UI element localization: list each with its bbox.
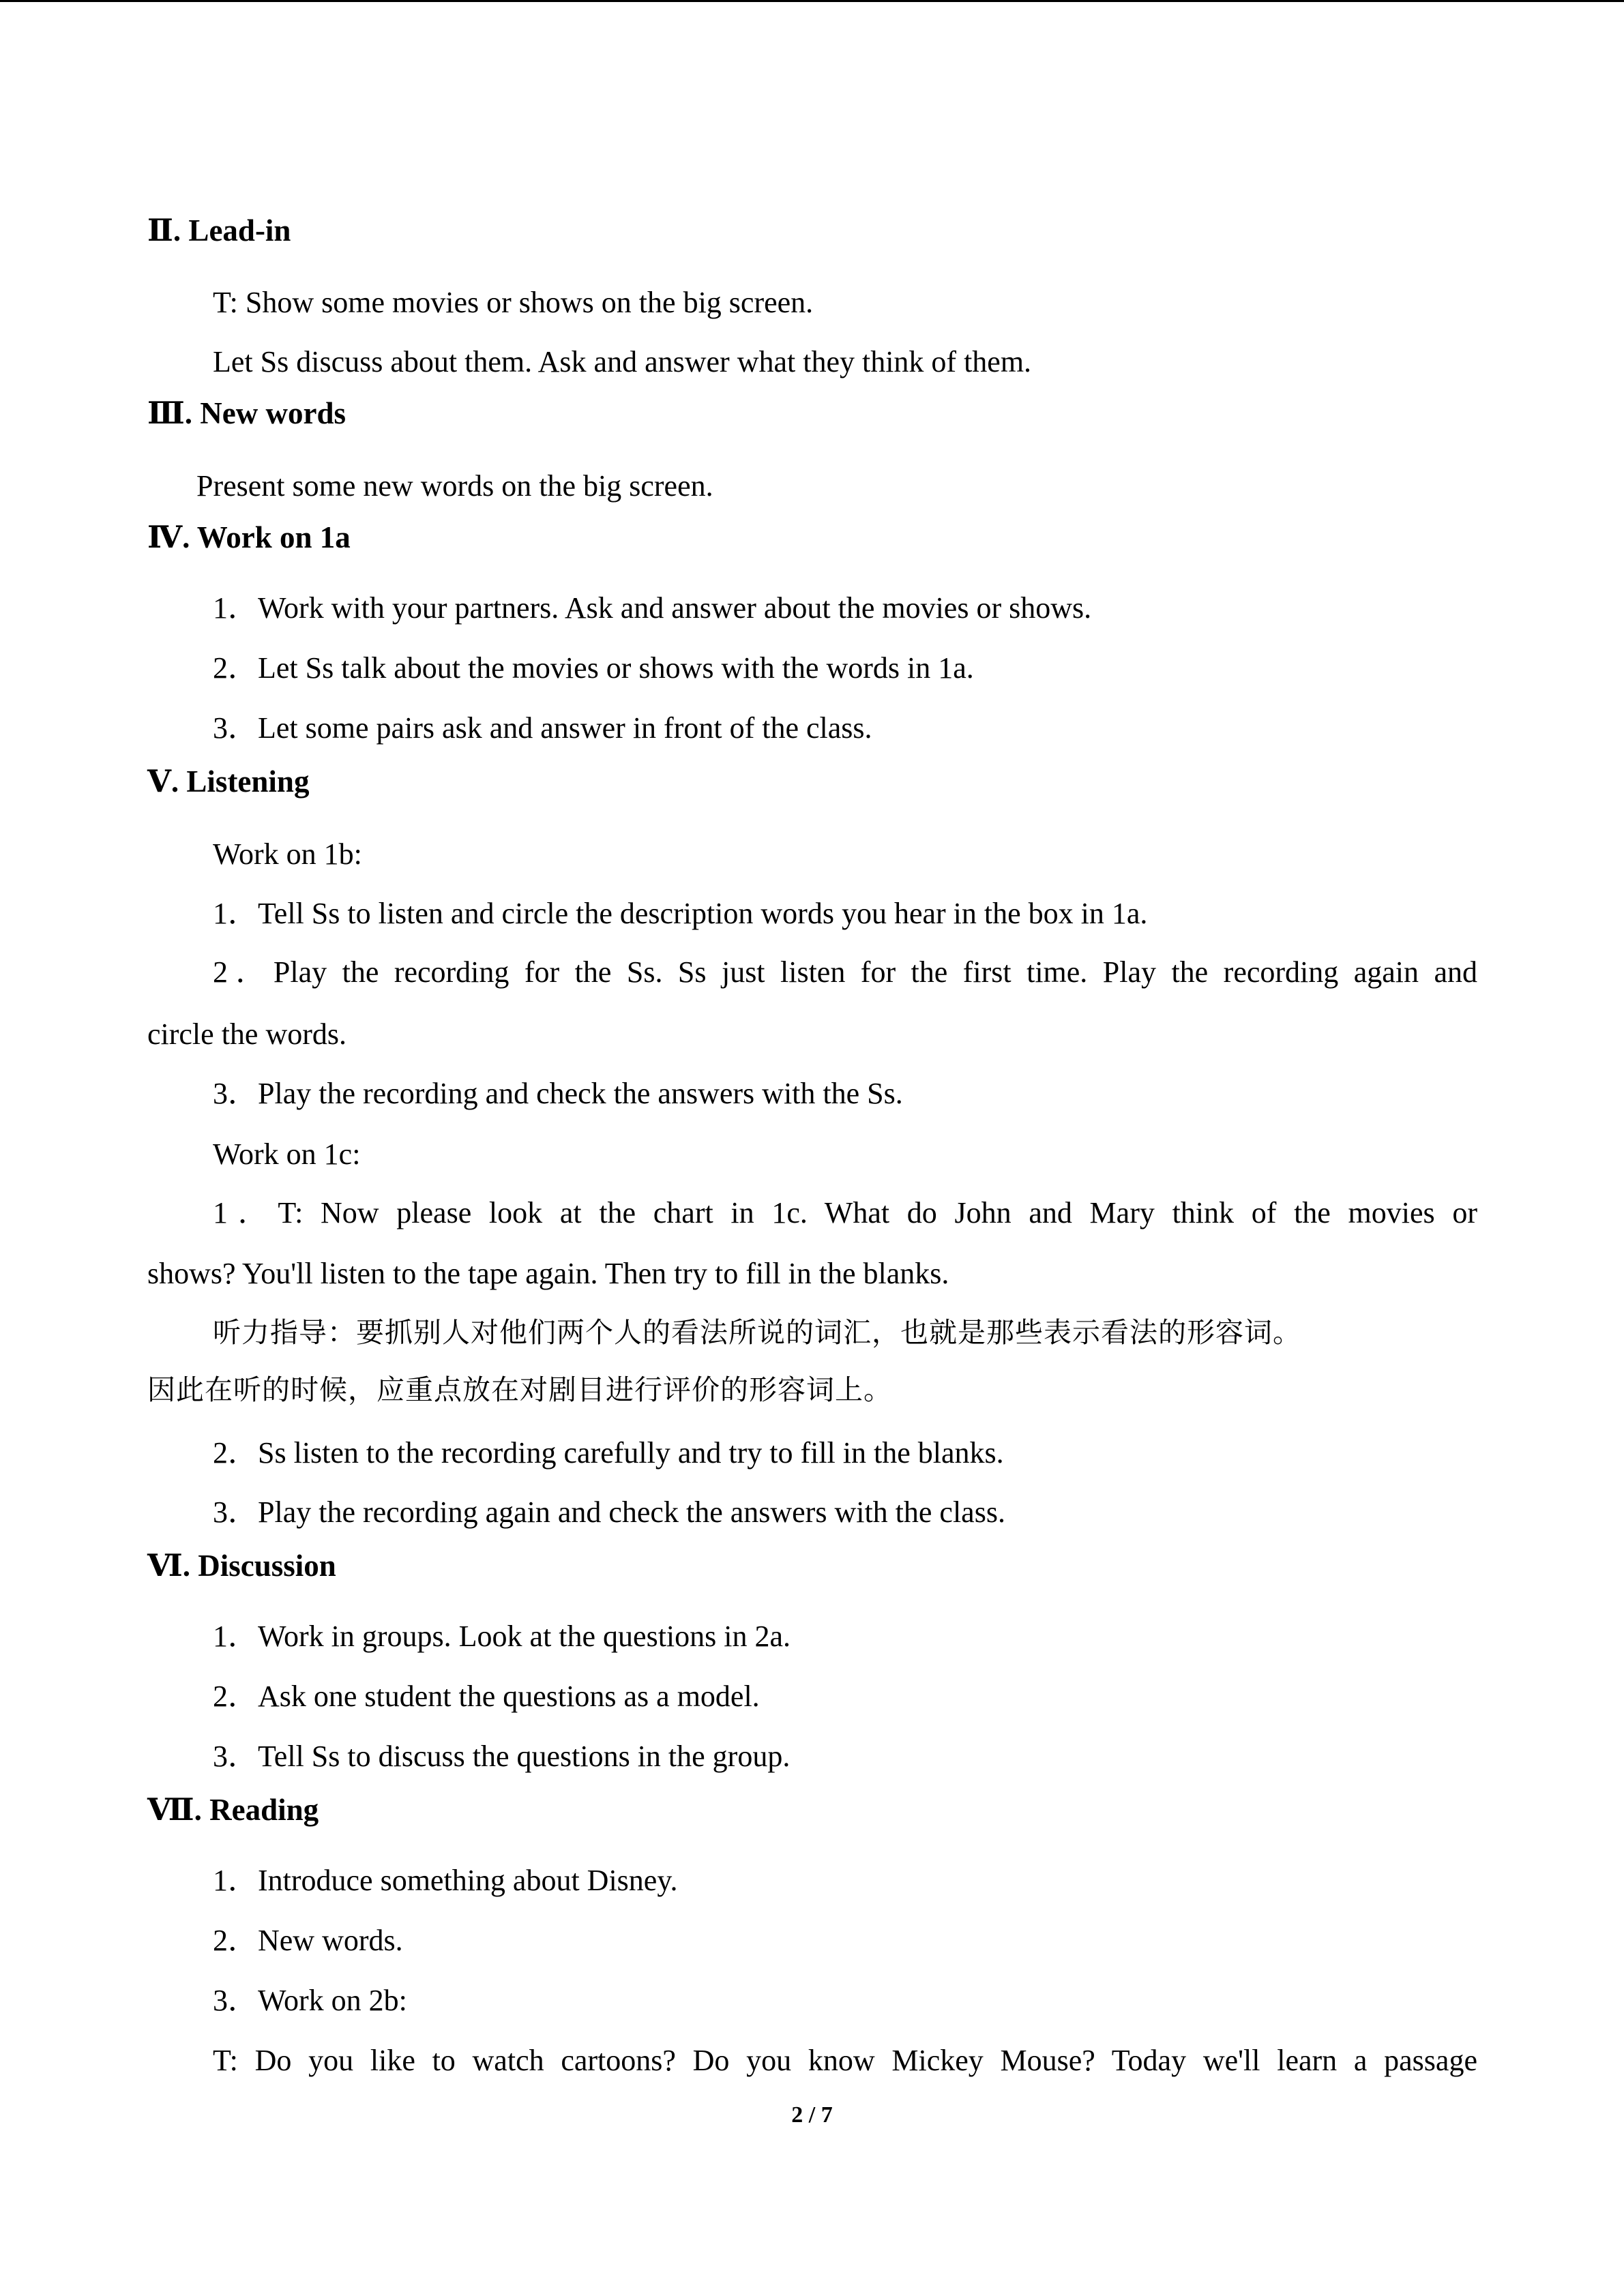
paragraph: T: Show some movies or shows on the big screen. — [213, 286, 814, 319]
paragraph: Let Ss discuss about them. Ask and answer what they think of them. — [213, 345, 1032, 378]
list-item: 2．Ss listen to the recording carefully and try to fill in the blanks. — [213, 1436, 1004, 1470]
list-item: 1．Work with your partners. Ask and answer about the movies or shows. — [213, 591, 1092, 625]
paragraph-continuation: shows? You'll listen to the tape again. Then try to fill in the blanks. — [147, 1257, 949, 1290]
section-heading-reading: Ⅶ. Reading — [147, 1793, 319, 1827]
section-heading-new-words: Ⅲ. New words — [147, 396, 346, 430]
chinese-note: 听力指导：要抓别人对他们两个人的看法所说的词汇，也就是那些表示看法的形容词。 — [213, 1316, 1301, 1349]
list-item: 1．Tell Ss to listen and circle the description words you hear in the box in 1a. — [213, 897, 1148, 930]
list-item: 3．Let some pairs ask and answer in front of the class. — [213, 711, 872, 745]
section-heading-discussion: Ⅵ. Discussion — [147, 1549, 336, 1583]
list-item: 3．Play the recording and check the answers with the Ss. — [213, 1077, 903, 1110]
paragraph: Present some new words on the big screen. — [196, 469, 713, 503]
list-item: 3．Work on 2b: — [213, 1984, 407, 2017]
paragraph: Work on 1c: — [213, 1137, 361, 1171]
section-heading-listening: Ⅴ. Listening — [147, 764, 310, 799]
section-heading-work-on-1a: Ⅳ. Work on 1a — [147, 520, 351, 554]
chinese-note-continuation: 因此在听的时候，应重点放在对剧目进行评价的形容词上。 — [147, 1373, 892, 1406]
list-item: 2．New words. — [213, 1924, 403, 1957]
list-item: 1．T: Now please look at the chart in 1c. What do John and Mary think of the movies or — [213, 1196, 1477, 1229]
list-item: 1．Work in groups. Look at the questions in 2a. — [213, 1620, 791, 1653]
top-border — [0, 0, 1624, 2]
page-number: 2 / 7 — [791, 2102, 833, 2128]
paragraph: T: Do you like to watch cartoons? Do you know Mickey Mouse? Today we'll learn a passage — [213, 2044, 1477, 2077]
paragraph-continuation: circle the words. — [147, 1017, 346, 1051]
list-item: 3．Play the recording again and check the answers with the class. — [213, 1495, 1005, 1529]
section-heading-lead-in: Ⅱ. Lead-in — [147, 213, 291, 248]
list-item: 2．Let Ss talk about the movies or shows with the words in 1a. — [213, 651, 974, 685]
list-item: 2．Ask one student the questions as a model. — [213, 1680, 760, 1713]
list-item: 1．Introduce something about Disney. — [213, 1864, 678, 1897]
list-item: 2．Play the recording for the Ss. Ss just listen for the first time. Play the recording again and — [213, 955, 1477, 989]
paragraph: Work on 1b: — [213, 837, 362, 871]
list-item: 3．Tell Ss to discuss the questions in the group. — [213, 1740, 791, 1773]
